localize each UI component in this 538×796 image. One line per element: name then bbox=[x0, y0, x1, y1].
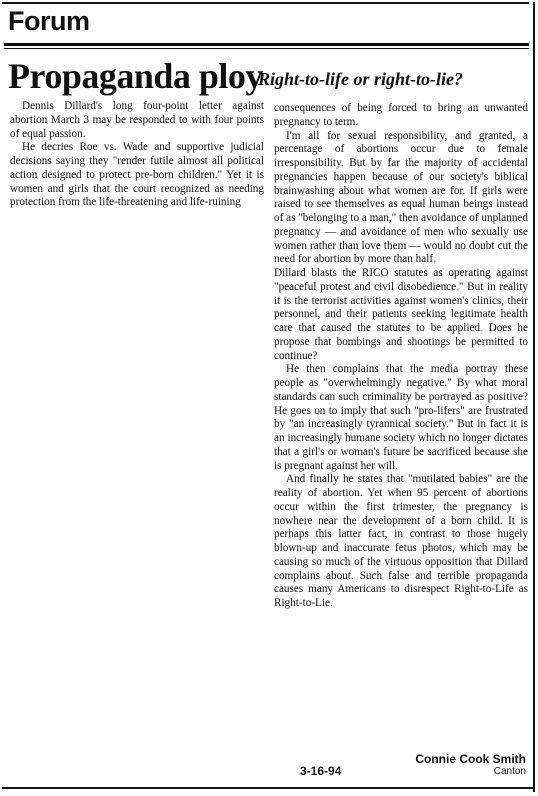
right-column bbox=[274, 102, 528, 611]
deck-subheadline: Right-to-life or right-to-lie? bbox=[258, 69, 463, 89]
headline: Propaganda ploy bbox=[8, 56, 263, 96]
top-rule bbox=[2, 2, 529, 4]
paragraph: consequences of being forced to bring an unwanted pregnancy to term. bbox=[274, 102, 528, 128]
author-location: Canton bbox=[493, 766, 526, 777]
paragraph: Dillard blasts the RICO statutes as operating against "peaceful protest and civil disobedience." But in reality it is the terrorist activities against women's clinics, their personnel, and their patients seeking legitimate health care that caused the statutes to be applied. Does he propose that bombings and shootings be permitted to continue? bbox=[274, 267, 528, 362]
section-rule bbox=[4, 43, 529, 46]
frame-right-edge bbox=[533, 2, 535, 792]
frame-bottom-edge bbox=[2, 787, 535, 789]
byline bbox=[415, 752, 526, 778]
left-column bbox=[10, 100, 264, 210]
section-rule-thin bbox=[4, 48, 529, 49]
author-name: Connie Cook Smith bbox=[415, 752, 526, 766]
paragraph: And finally he states that "mutilated babies" are the reality of abortion. Yet when 95 percent of abortions occur within the first trimester, the pregnancy is nowhere near the development of a born child. It is perhaps this latter fact, in contrast to those hugely blown-up and inaccurate fetus photos, which may be causing so much of the virtuous opposition that Dillard complains about. Such false and terrible propaganda causes many Americans to disrespect Right-to-Life as Right-to-Lie. bbox=[274, 473, 528, 609]
paragraph: Dennis Dillard's long four-point letter against abortion March 3 may be responded to with four points of equal passion. bbox=[10, 100, 264, 140]
section-heading: Forum bbox=[8, 6, 90, 36]
paragraph: I'm all for sexual responsibility, and granted, a percentage of abortions occur due to female irresponsibility. But by far the majority of accidental pregnancies happen because of our society's biblical brainwashing about what women are for. If girls were raised to see themselves as equal human beings instead of as "belonging to a man," then avoidance of unplanned pregnancy — and avoidance of men who sexually use women rather than love them — would no doubt cut the need for abortion by more than half. bbox=[274, 129, 528, 266]
paragraph: He decries Roe vs. Wade and supportive judicial decisions saying they "render futile almost all political action designed to protect pre-born children." Yet it is women and girls that the court recognized as needing protection from the life-threatening and life-ruining bbox=[10, 141, 264, 209]
clipping-date: 3-16-94 bbox=[300, 764, 342, 778]
paragraph: He then complains that the media portray these people as "overwhelmingly negative." By what moral standards can such criminality be portrayed as positive? He goes on to imply that such "pro-lifers" are frustrated by "an increasingly tyrannical society." But in fact it is an increasingly humane society which no longer dictates that a girl's or woman's future be sacrificed because she is pregnant against her will. bbox=[274, 363, 528, 472]
